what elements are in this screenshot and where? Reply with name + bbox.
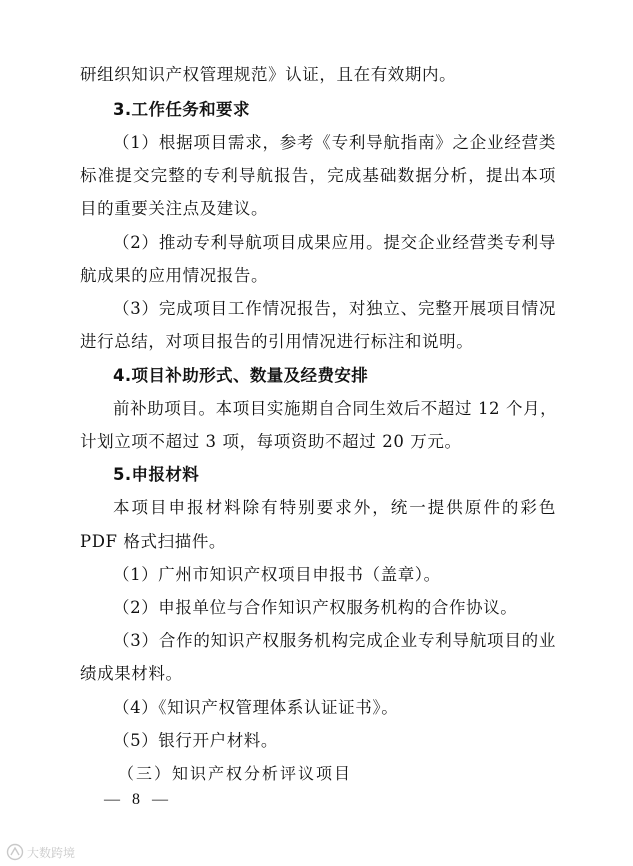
body-line: 标准提交完整的专利导航报告，完成基础数据分析，提出本项 <box>80 166 556 185</box>
list-item: （3）合作的知识产权服务机构完成企业专利导航项目的业 <box>113 631 556 650</box>
subsection-heading: （三）知识产权分析评议项目 <box>118 764 353 783</box>
body-line: 航成果的应用情况报告。 <box>80 266 269 285</box>
body-line: （2）推动专利导航项目成果应用。提交企业经营类专利导 <box>113 233 556 252</box>
body-line: 计划立项不超过 3 项，每项资助不超过 20 万元。 <box>80 432 462 451</box>
list-item: （2）申报单位与合作知识产权服务机构的合作协议。 <box>113 598 518 617</box>
section-heading-materials: 5.申报材料 <box>113 465 200 484</box>
body-line: PDF 格式扫描件。 <box>80 532 227 551</box>
watermark <box>6 841 75 863</box>
list-item: （5）银行开户材料。 <box>113 731 278 750</box>
section-heading-tasks: 3.工作任务和要求 <box>113 100 250 119</box>
watermark-text: 大数跨境 <box>27 845 76 860</box>
list-item: （1）广州市知识产权项目申报书（盖章）。 <box>113 565 441 584</box>
body-line: （1）根据项目需求，参考《专利导航指南》之企业经营类 <box>113 133 556 152</box>
section-heading-subsidy: 4.项目补助形式、数量及经费安排 <box>113 366 369 385</box>
body-line: 研组织知识产权管理规范》认证，且在有效期内。 <box>80 65 457 84</box>
body-line: （3）完成项目工作情况报告，对独立、完整开展项目情况 <box>113 299 556 318</box>
body-line: 目的重要关注点及建议。 <box>80 199 269 218</box>
body-line: 前补助项目。本项目实施期自合同生效后不超过 12 个月， <box>113 399 558 418</box>
body-line: 本项目申报材料除有特别要求外，统一提供原件的彩色 <box>113 498 556 517</box>
page-number: — 8 — <box>104 791 172 808</box>
list-item: （4）《知识产权管理体系认证证书》。 <box>113 698 399 717</box>
body-line: 进行总结，对项目报告的引用情况进行标注和说明。 <box>80 332 474 351</box>
list-item-continuation: 绩成果材料。 <box>80 664 183 683</box>
cross-border-logo-icon <box>6 843 24 861</box>
